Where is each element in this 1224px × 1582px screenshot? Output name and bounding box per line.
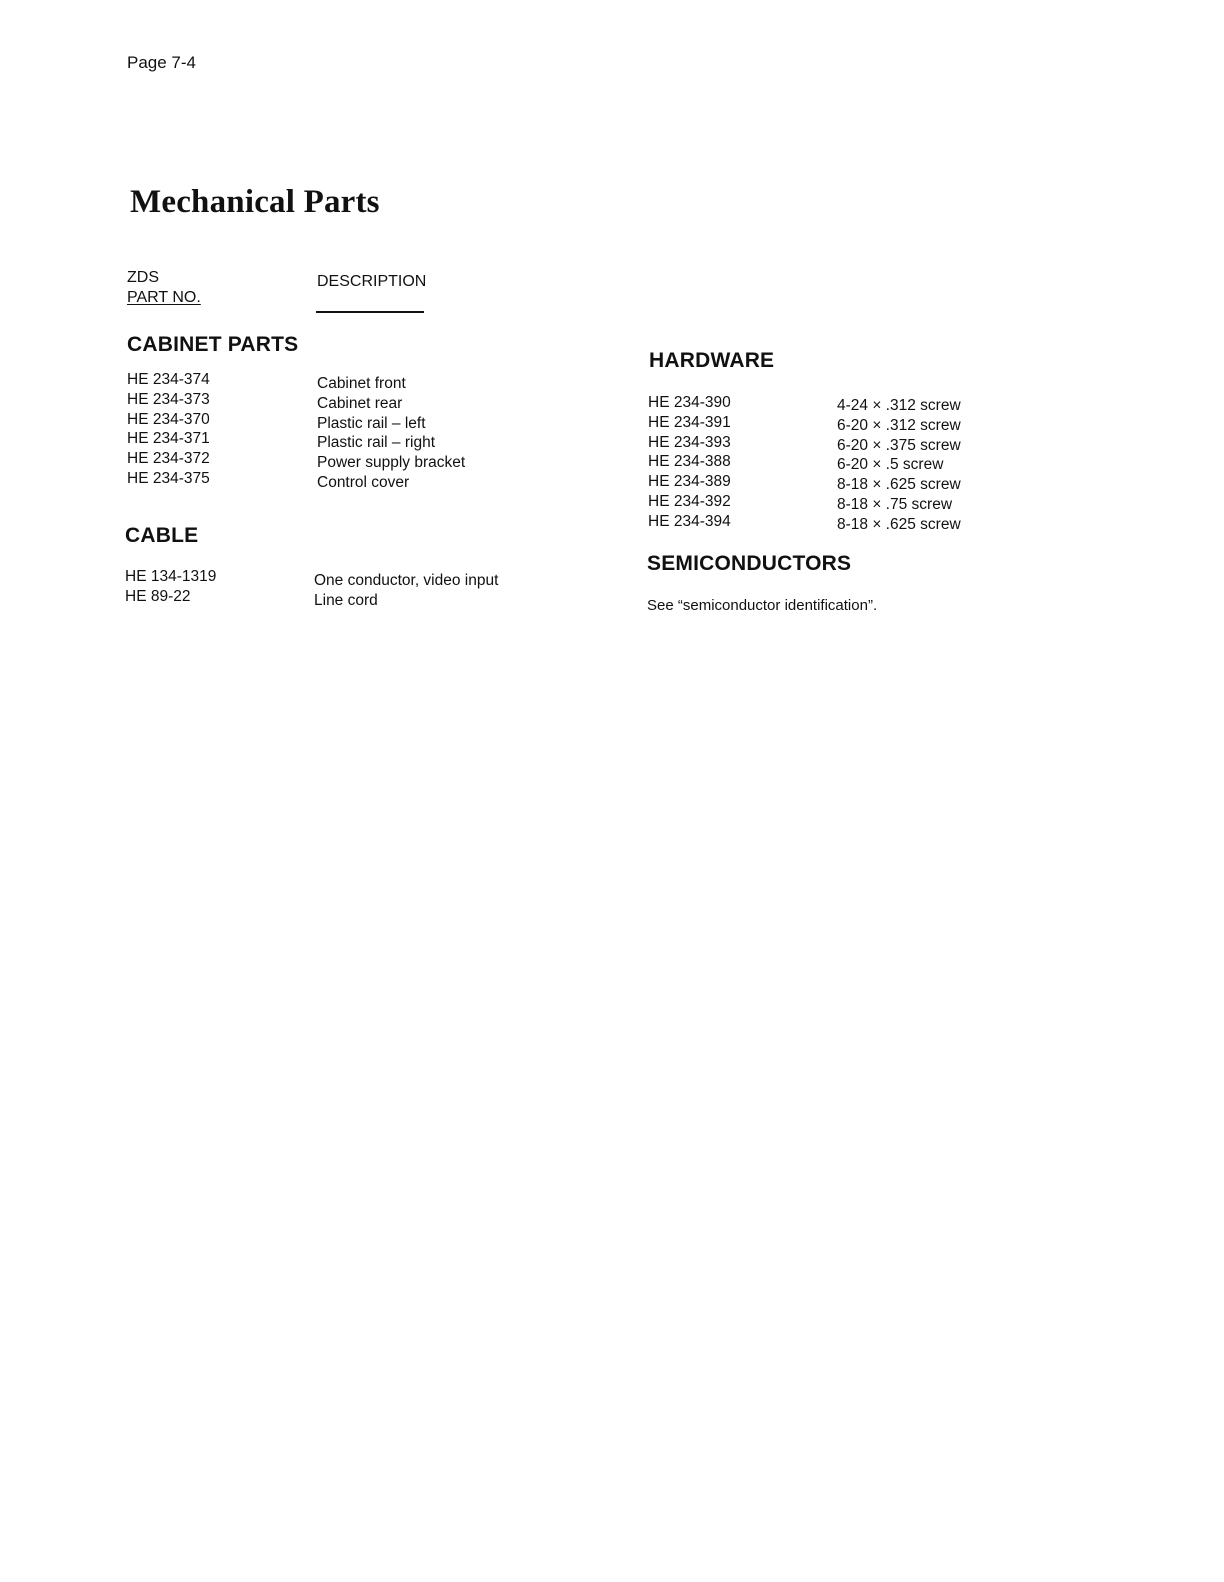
part-number-header-line1: ZDS	[127, 269, 159, 286]
list-item	[648, 433, 961, 453]
part-description: Cabinet front	[317, 375, 406, 392]
part-number: HE 234-374	[127, 371, 210, 388]
hardware-parts-list	[648, 393, 961, 532]
list-item	[648, 413, 961, 433]
document-title: Mechanical Parts	[130, 184, 380, 220]
part-description: 4-24 × .312 screw	[837, 397, 961, 414]
part-description: Power supply bracket	[317, 454, 466, 472]
list-item	[648, 492, 961, 512]
list-item	[648, 452, 961, 472]
part-description: 8-18 × .625 screw	[837, 476, 961, 494]
part-number: HE 234-390	[648, 394, 731, 411]
part-number: HE 234-370	[127, 410, 210, 428]
cabinet-parts-list	[127, 370, 465, 489]
part-description: Plastic rail – right	[317, 434, 436, 452]
part-description: 6-20 × .312 screw	[837, 416, 961, 434]
cable-parts-list	[125, 567, 498, 607]
part-number: HE 234-375	[127, 469, 210, 487]
part-number: HE 234-391	[648, 413, 731, 431]
cabinet-parts-heading: CABINET PARTS	[127, 333, 299, 356]
list-item	[648, 393, 961, 413]
part-description: Control cover	[317, 473, 410, 491]
part-description: 6-20 × .5 screw	[837, 456, 944, 474]
part-description: One conductor, video input	[314, 572, 499, 589]
description-header-rule	[316, 311, 424, 313]
cable-heading: CABLE	[125, 524, 199, 547]
list-item	[127, 370, 465, 390]
hardware-heading: HARDWARE	[649, 349, 775, 372]
list-item	[648, 472, 961, 492]
part-number: HE 234-388	[648, 453, 731, 471]
part-description: Plastic rail – left	[317, 414, 426, 432]
semiconductors-note: See “semiconductor identification”.	[647, 597, 878, 614]
semiconductors-heading: SEMICONDUCTORS	[647, 552, 852, 575]
list-item	[127, 390, 465, 410]
list-item	[125, 567, 498, 587]
part-description: 8-18 × .625 screw	[837, 515, 961, 533]
part-description: 6-20 × .375 screw	[837, 436, 961, 454]
list-item	[648, 512, 961, 532]
page-number: Page 7-4	[127, 53, 196, 72]
part-number: HE 234-373	[127, 390, 210, 408]
part-number: HE 234-393	[648, 433, 731, 451]
part-number: HE 234-372	[127, 450, 210, 468]
part-number: HE 89-22	[125, 587, 191, 605]
part-description: Cabinet rear	[317, 394, 403, 412]
part-number: HE 234-392	[648, 492, 731, 510]
part-description: Line cord	[314, 591, 378, 609]
description-header: DESCRIPTION	[317, 273, 427, 290]
part-number: HE 234-394	[648, 512, 731, 530]
part-number: HE 234-389	[648, 473, 731, 491]
part-number-header-line2: PART NO.	[127, 289, 201, 306]
part-number: HE 134-1319	[125, 568, 217, 585]
part-number: HE 234-371	[127, 430, 210, 448]
part-description: 8-18 × .75 screw	[837, 495, 953, 513]
list-item	[127, 410, 465, 430]
